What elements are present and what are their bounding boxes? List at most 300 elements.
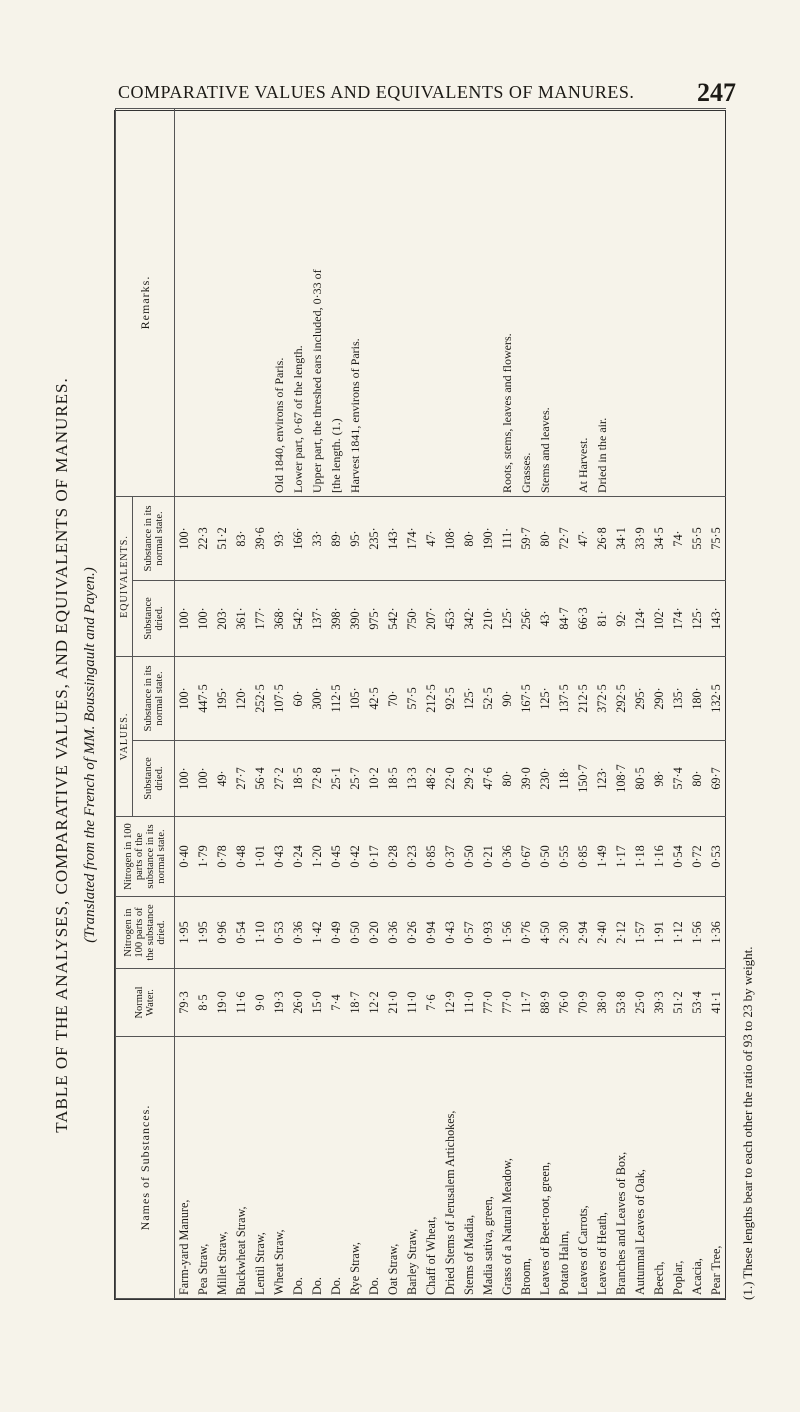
value-normal-cell: 300·: [308, 657, 327, 741]
page-number: 247: [697, 78, 736, 107]
nitrogen-normal-cell: 0·55: [555, 817, 574, 897]
equiv-dried-cell: 398·: [327, 581, 346, 657]
substance-name: Rye Straw,: [346, 1037, 365, 1299]
water-cell: 76·0: [555, 969, 574, 1037]
water-cell: 9·0: [251, 969, 270, 1037]
nitrogen-normal-cell: 0·85: [574, 817, 593, 897]
nitrogen-dried-cell: 1·91: [650, 897, 669, 969]
remarks-cell: [707, 109, 726, 497]
value-normal-cell: 92·5: [441, 657, 460, 741]
nitrogen-dried-cell: 0·94: [422, 897, 441, 969]
equiv-normal-cell: 33·: [308, 497, 327, 581]
nitrogen-dried-cell: 1·57: [631, 897, 650, 969]
nitrogen-normal-cell: 0·28: [384, 817, 403, 897]
equiv-normal-cell: 47·: [422, 497, 441, 581]
remarks-cell: [479, 109, 498, 497]
table-row: [631, 109, 650, 1299]
col-values-group: VALUES.: [116, 657, 133, 817]
substance-name: Potato Halm,: [555, 1037, 574, 1299]
nitrogen-normal-cell: 0·42: [346, 817, 365, 897]
substance-name: Dried Stems of Jerusalem Artichokes,: [441, 1037, 460, 1299]
equiv-normal-cell: 143·: [384, 497, 403, 581]
table-row: [517, 109, 536, 1299]
value-normal-cell: 295·: [631, 657, 650, 741]
value-dried-cell: 27·2: [270, 741, 289, 817]
remarks-cell: [365, 109, 384, 497]
water-cell: 7·4: [327, 969, 346, 1037]
value-dried-cell: 56·4: [251, 741, 270, 817]
substance-name: Branches and Leaves of Box,: [612, 1037, 631, 1299]
nitrogen-dried-cell: 1·12: [669, 897, 688, 969]
substance-name: Buckwheat Straw,: [232, 1037, 251, 1299]
value-normal-cell: 70·: [384, 657, 403, 741]
substance-name: Chaff of Wheat,: [422, 1037, 441, 1299]
nitrogen-dried-cell: 0·93: [479, 897, 498, 969]
value-dried-cell: 80·: [498, 741, 517, 817]
water-cell: 77·0: [498, 969, 517, 1037]
nitrogen-normal-cell: 0·67: [517, 817, 536, 897]
water-cell: 11·7: [517, 969, 536, 1037]
remarks-cell: [460, 109, 479, 497]
substance-name: Wheat Straw,: [270, 1037, 289, 1299]
substance-name: Barley Straw,: [403, 1037, 422, 1299]
value-normal-cell: 195·: [213, 657, 232, 741]
table-row: [213, 109, 232, 1299]
water-cell: 51·2: [669, 969, 688, 1037]
nitrogen-dried-cell: 0·57: [460, 897, 479, 969]
water-cell: 19·3: [270, 969, 289, 1037]
table-row: [403, 109, 422, 1299]
value-normal-cell: 132·5: [707, 657, 726, 741]
table-row: [289, 109, 308, 1299]
value-dried-cell: 25·1: [327, 741, 346, 817]
water-cell: 11·6: [232, 969, 251, 1037]
value-dried-cell: 18·5: [289, 741, 308, 817]
water-cell: 26·0: [289, 969, 308, 1037]
substance-name: Leaves of Beet-root, green,: [536, 1037, 555, 1299]
value-normal-cell: 252·5: [251, 657, 270, 741]
table-row: [460, 109, 479, 1299]
value-dried-cell: 108·7: [612, 741, 631, 817]
equiv-dried-cell: 342·: [460, 581, 479, 657]
nitrogen-dried-cell: 0·43: [441, 897, 460, 969]
value-normal-cell: 42·5: [365, 657, 384, 741]
substance-name: Oat Straw,: [384, 1037, 403, 1299]
table-row: [707, 109, 726, 1299]
equiv-dried-cell: 207·: [422, 581, 441, 657]
equiv-dried-cell: 100·: [194, 581, 213, 657]
nitrogen-dried-cell: 1·56: [498, 897, 517, 969]
equiv-dried-cell: 81·: [593, 581, 612, 657]
equiv-dried-cell: 975·: [365, 581, 384, 657]
table-row: [498, 109, 517, 1299]
equiv-normal-cell: 34·5: [650, 497, 669, 581]
substance-name: Pea Straw,: [194, 1037, 213, 1299]
value-dried-cell: 69·7: [707, 741, 726, 817]
equiv-dried-cell: 143·: [707, 581, 726, 657]
water-cell: 21·0: [384, 969, 403, 1037]
nitrogen-normal-cell: 0·54: [669, 817, 688, 897]
nitrogen-dried-cell: 1·36: [707, 897, 726, 969]
equiv-normal-cell: 166·: [289, 497, 308, 581]
value-dried-cell: 39·0: [517, 741, 536, 817]
running-title: COMPARATIVE VALUES AND EQUIVALENTS OF MANURES.: [118, 82, 635, 102]
equiv-normal-cell: 190·: [479, 497, 498, 581]
col-values-normal: Substance in its normal state.: [133, 657, 175, 741]
nitrogen-dried-cell: 4·50: [536, 897, 555, 969]
equiv-normal-cell: 22·3: [194, 497, 213, 581]
table-row: [175, 109, 195, 1299]
substance-name: Poplar,: [669, 1037, 688, 1299]
nitrogen-dried-cell: 0·49: [327, 897, 346, 969]
nitrogen-normal-cell: 1·16: [650, 817, 669, 897]
nitrogen-normal-cell: 0·50: [460, 817, 479, 897]
value-dried-cell: 13·3: [403, 741, 422, 817]
col-remarks: Remarks.: [116, 109, 175, 497]
nitrogen-dried-cell: 0·54: [232, 897, 251, 969]
table-row: [194, 109, 213, 1299]
value-dried-cell: 49·: [213, 741, 232, 817]
col-values-dried: Substance dried.: [133, 741, 175, 817]
nitrogen-dried-cell: 1·42: [308, 897, 327, 969]
water-cell: 11·0: [460, 969, 479, 1037]
table-row: [669, 109, 688, 1299]
substance-name: Acacia,: [688, 1037, 707, 1299]
substance-name: Do.: [308, 1037, 327, 1299]
value-normal-cell: 105·: [346, 657, 365, 741]
col-names: Names of Substances.: [116, 1037, 175, 1299]
equiv-normal-cell: 100·: [175, 497, 195, 581]
nitrogen-normal-cell: 1·17: [612, 817, 631, 897]
nitrogen-normal-cell: 0·43: [270, 817, 289, 897]
substance-name: Grass of a Natural Meadow,: [498, 1037, 517, 1299]
value-normal-cell: 290·: [650, 657, 669, 741]
nitrogen-normal-cell: 0·85: [422, 817, 441, 897]
table-row: [308, 109, 327, 1299]
nitrogen-dried-cell: 0·96: [213, 897, 232, 969]
value-dried-cell: 57·4: [669, 741, 688, 817]
value-dried-cell: 80·: [688, 741, 707, 817]
equiv-normal-cell: 80·: [460, 497, 479, 581]
value-dried-cell: 48·2: [422, 741, 441, 817]
remarks-cell: [669, 109, 688, 497]
nitrogen-normal-cell: 0·17: [365, 817, 384, 897]
equiv-normal-cell: 111·: [498, 497, 517, 581]
substance-name: Farm-yard Manure,: [175, 1037, 195, 1299]
nitrogen-dried-cell: 1·95: [175, 897, 195, 969]
substance-name: Pear Tree,: [707, 1037, 726, 1299]
substance-name: Millet Straw,: [213, 1037, 232, 1299]
water-cell: 12·2: [365, 969, 384, 1037]
substance-name: Autumnal Leaves of Oak,: [631, 1037, 650, 1299]
nitrogen-normal-cell: 0·50: [536, 817, 555, 897]
equiv-dried-cell: 84·7: [555, 581, 574, 657]
value-normal-cell: 112·5: [327, 657, 346, 741]
remarks-cell: [251, 109, 270, 497]
value-dried-cell: 25·7: [346, 741, 365, 817]
water-cell: 53·8: [612, 969, 631, 1037]
table-body: [175, 109, 727, 1299]
equiv-dried-cell: 66·3: [574, 581, 593, 657]
equiv-normal-cell: 55·5: [688, 497, 707, 581]
water-cell: 11·0: [403, 969, 422, 1037]
substance-name: Stems of Madia,: [460, 1037, 479, 1299]
water-cell: 77·0: [479, 969, 498, 1037]
table-row: [612, 109, 631, 1299]
value-normal-cell: 180·: [688, 657, 707, 741]
equiv-normal-cell: 72·7: [555, 497, 574, 581]
equiv-normal-cell: 93·: [270, 497, 289, 581]
footnote: (1.) These lengths bear to each other the ratio of 93 to 23 by weight.: [740, 946, 755, 1300]
value-normal-cell: 125·: [536, 657, 555, 741]
value-dried-cell: 29·2: [460, 741, 479, 817]
equiv-normal-cell: 26·8: [593, 497, 612, 581]
equiv-normal-cell: 75·5: [707, 497, 726, 581]
value-dried-cell: 150·7: [574, 741, 593, 817]
col-n-normal: Nitrogen in 100 parts of the substance in its normal state.: [116, 817, 175, 897]
water-cell: 41·1: [707, 969, 726, 1037]
substance-name: Lentil Straw,: [251, 1037, 270, 1299]
equiv-normal-cell: 83·: [232, 497, 251, 581]
equiv-normal-cell: 74·: [669, 497, 688, 581]
remarks-cell: Lower part, 0·67 of the length.: [289, 109, 308, 497]
nitrogen-normal-cell: 0·23: [403, 817, 422, 897]
value-normal-cell: 125·: [460, 657, 479, 741]
table-row: [650, 109, 669, 1299]
remarks-cell: Grasses.: [517, 109, 536, 497]
substance-name: Madia sativa, green,: [479, 1037, 498, 1299]
nitrogen-normal-cell: 0·45: [327, 817, 346, 897]
table-row: [365, 109, 384, 1299]
nitrogen-dried-cell: 1·10: [251, 897, 270, 969]
water-cell: 19·0: [213, 969, 232, 1037]
nitrogen-normal-cell: 0·37: [441, 817, 460, 897]
water-cell: 15·0: [308, 969, 327, 1037]
nitrogen-normal-cell: 1·79: [194, 817, 213, 897]
value-normal-cell: 100·: [175, 657, 195, 741]
equiv-dried-cell: 137·: [308, 581, 327, 657]
table-caption: [48, 110, 104, 1400]
col-equiv-normal: Substance in its normal state.: [133, 497, 175, 581]
equiv-normal-cell: 174·: [403, 497, 422, 581]
remarks-cell: Dried in the air.: [593, 109, 612, 497]
equiv-normal-cell: 95·: [346, 497, 365, 581]
substance-name: Leaves of Carrots,: [574, 1037, 593, 1299]
value-dried-cell: 100·: [194, 741, 213, 817]
nitrogen-dried-cell: 2·12: [612, 897, 631, 969]
substance-name: Beech,: [650, 1037, 669, 1299]
value-dried-cell: 27·7: [232, 741, 251, 817]
equiv-normal-cell: 89·: [327, 497, 346, 581]
equiv-dried-cell: 174·: [669, 581, 688, 657]
table-row: [422, 109, 441, 1299]
equiv-normal-cell: 39·6: [251, 497, 270, 581]
table-subtitle: (Translated from the French of MM. Boussingault and Payen.): [82, 567, 98, 943]
equiv-dried-cell: 102·: [650, 581, 669, 657]
water-cell: 70·9: [574, 969, 593, 1037]
equiv-dried-cell: 390·: [346, 581, 365, 657]
col-equiv-group: EQUIVALENTS.: [116, 497, 133, 657]
remarks-cell: [175, 109, 195, 497]
nitrogen-normal-cell: 0·21: [479, 817, 498, 897]
remarks-cell: [213, 109, 232, 497]
nitrogen-dried-cell: 2·40: [593, 897, 612, 969]
remarks-cell: [631, 109, 650, 497]
equiv-dried-cell: 203·: [213, 581, 232, 657]
remarks-cell: [650, 109, 669, 497]
equiv-dried-cell: 361·: [232, 581, 251, 657]
table-row: [232, 109, 251, 1299]
remarks-cell: [612, 109, 631, 497]
nitrogen-normal-cell: 0·53: [707, 817, 726, 897]
table-row: [346, 109, 365, 1299]
equiv-normal-cell: 108·: [441, 497, 460, 581]
nitrogen-dried-cell: 2·94: [574, 897, 593, 969]
nitrogen-dried-cell: 0·76: [517, 897, 536, 969]
nitrogen-normal-cell: 1·18: [631, 817, 650, 897]
nitrogen-normal-cell: 0·40: [175, 817, 195, 897]
equiv-normal-cell: 33·9: [631, 497, 650, 581]
value-normal-cell: 447·5: [194, 657, 213, 741]
water-cell: 12·9: [441, 969, 460, 1037]
nitrogen-normal-cell: 1·01: [251, 817, 270, 897]
value-dried-cell: 10·2: [365, 741, 384, 817]
value-normal-cell: 212·5: [574, 657, 593, 741]
remarks-cell: [194, 109, 213, 497]
remarks-cell: Upper part, the threshed ears included, 0·33 of: [308, 109, 327, 497]
substance-name: Broom,: [517, 1037, 536, 1299]
nitrogen-normal-cell: 0·48: [232, 817, 251, 897]
remarks-cell: [the length. (1.): [327, 109, 346, 497]
equiv-dried-cell: 125·: [498, 581, 517, 657]
table-row: [327, 109, 346, 1299]
remarks-cell: [384, 109, 403, 497]
remarks-cell: [555, 109, 574, 497]
nitrogen-dried-cell: 0·53: [270, 897, 289, 969]
equiv-normal-cell: 34·1: [612, 497, 631, 581]
remarks-cell: [441, 109, 460, 497]
table-row: [270, 109, 289, 1299]
value-dried-cell: 100·: [175, 741, 195, 817]
equiv-dried-cell: 256·: [517, 581, 536, 657]
table-row: [688, 109, 707, 1299]
equiv-normal-cell: 59·7: [517, 497, 536, 581]
table-title: TABLE OF THE ANALYSES, COMPARATIVE VALUES, AND EQUIVALENTS OF MANURES.: [52, 377, 71, 1133]
nitrogen-dried-cell: 0·26: [403, 897, 422, 969]
nitrogen-normal-cell: 1·49: [593, 817, 612, 897]
equiv-dried-cell: 92·: [612, 581, 631, 657]
remarks-cell: Roots, stems, leaves and flowers.: [498, 109, 517, 497]
nitrogen-dried-cell: 1·95: [194, 897, 213, 969]
value-dried-cell: 47·6: [479, 741, 498, 817]
value-dried-cell: 22·0: [441, 741, 460, 817]
water-cell: 79·3: [175, 969, 195, 1037]
nitrogen-normal-cell: 0·36: [498, 817, 517, 897]
water-cell: 7·6: [422, 969, 441, 1037]
value-normal-cell: 167·5: [517, 657, 536, 741]
nitrogen-dried-cell: 0·20: [365, 897, 384, 969]
table-row: [441, 109, 460, 1299]
substance-name: Leaves of Heath,: [593, 1037, 612, 1299]
col-water: Normal Water.: [116, 969, 175, 1037]
table-row: [384, 109, 403, 1299]
remarks-cell: Harvest 1841, environs of Paris.: [346, 109, 365, 497]
value-normal-cell: 90·: [498, 657, 517, 741]
equiv-dried-cell: 368·: [270, 581, 289, 657]
substance-name: Do.: [365, 1037, 384, 1299]
water-cell: 38·0: [593, 969, 612, 1037]
rotated-table-page: [48, 110, 776, 1400]
table-row: [593, 109, 612, 1299]
value-normal-cell: 212·5: [422, 657, 441, 741]
value-dried-cell: 72·8: [308, 741, 327, 817]
equiv-normal-cell: 80·: [536, 497, 555, 581]
value-normal-cell: 57·5: [403, 657, 422, 741]
remarks-cell: At Harvest.: [574, 109, 593, 497]
running-head: [0, 0, 800, 107]
value-dried-cell: 18·5: [384, 741, 403, 817]
table-row: [574, 109, 593, 1299]
value-normal-cell: 135·: [669, 657, 688, 741]
substance-name: Do.: [289, 1037, 308, 1299]
equiv-dried-cell: 125·: [688, 581, 707, 657]
remarks-cell: [422, 109, 441, 497]
remarks-cell: [688, 109, 707, 497]
nitrogen-dried-cell: 0·50: [346, 897, 365, 969]
value-dried-cell: 98·: [650, 741, 669, 817]
water-cell: 8·5: [194, 969, 213, 1037]
equiv-dried-cell: 100·: [175, 581, 195, 657]
equiv-dried-cell: 542·: [289, 581, 308, 657]
value-dried-cell: 123·: [593, 741, 612, 817]
equiv-dried-cell: 177·: [251, 581, 270, 657]
value-normal-cell: 120·: [232, 657, 251, 741]
equiv-dried-cell: 542·: [384, 581, 403, 657]
water-cell: 25·0: [631, 969, 650, 1037]
nitrogen-dried-cell: 2·30: [555, 897, 574, 969]
water-cell: 53·4: [688, 969, 707, 1037]
equiv-dried-cell: 43·: [536, 581, 555, 657]
nitrogen-normal-cell: 0·78: [213, 817, 232, 897]
value-normal-cell: 372·5: [593, 657, 612, 741]
value-normal-cell: 137·5: [555, 657, 574, 741]
substance-name: Do.: [327, 1037, 346, 1299]
value-normal-cell: 52·5: [479, 657, 498, 741]
value-normal-cell: 107·5: [270, 657, 289, 741]
table-row: [555, 109, 574, 1299]
nitrogen-normal-cell: 1·20: [308, 817, 327, 897]
nitrogen-dried-cell: 0·36: [384, 897, 403, 969]
equiv-dried-cell: 750·: [403, 581, 422, 657]
remarks-cell: Old 1840, environs of Paris.: [270, 109, 289, 497]
remarks-cell: [232, 109, 251, 497]
equiv-dried-cell: 124·: [631, 581, 650, 657]
table-row: [479, 109, 498, 1299]
equiv-dried-cell: 453·: [441, 581, 460, 657]
remarks-cell: [403, 109, 422, 497]
value-dried-cell: 118·: [555, 741, 574, 817]
nitrogen-dried-cell: 1·56: [688, 897, 707, 969]
value-dried-cell: 230·: [536, 741, 555, 817]
col-n-dried: Nitrogen in 100 parts of the substance dried.: [116, 897, 175, 969]
table-row: [536, 109, 555, 1299]
water-cell: 39·3: [650, 969, 669, 1037]
remarks-cell: Stems and leaves.: [536, 109, 555, 497]
equiv-normal-cell: 235·: [365, 497, 384, 581]
equiv-dried-cell: 210·: [479, 581, 498, 657]
nitrogen-normal-cell: 0·72: [688, 817, 707, 897]
equiv-normal-cell: 51·2: [213, 497, 232, 581]
